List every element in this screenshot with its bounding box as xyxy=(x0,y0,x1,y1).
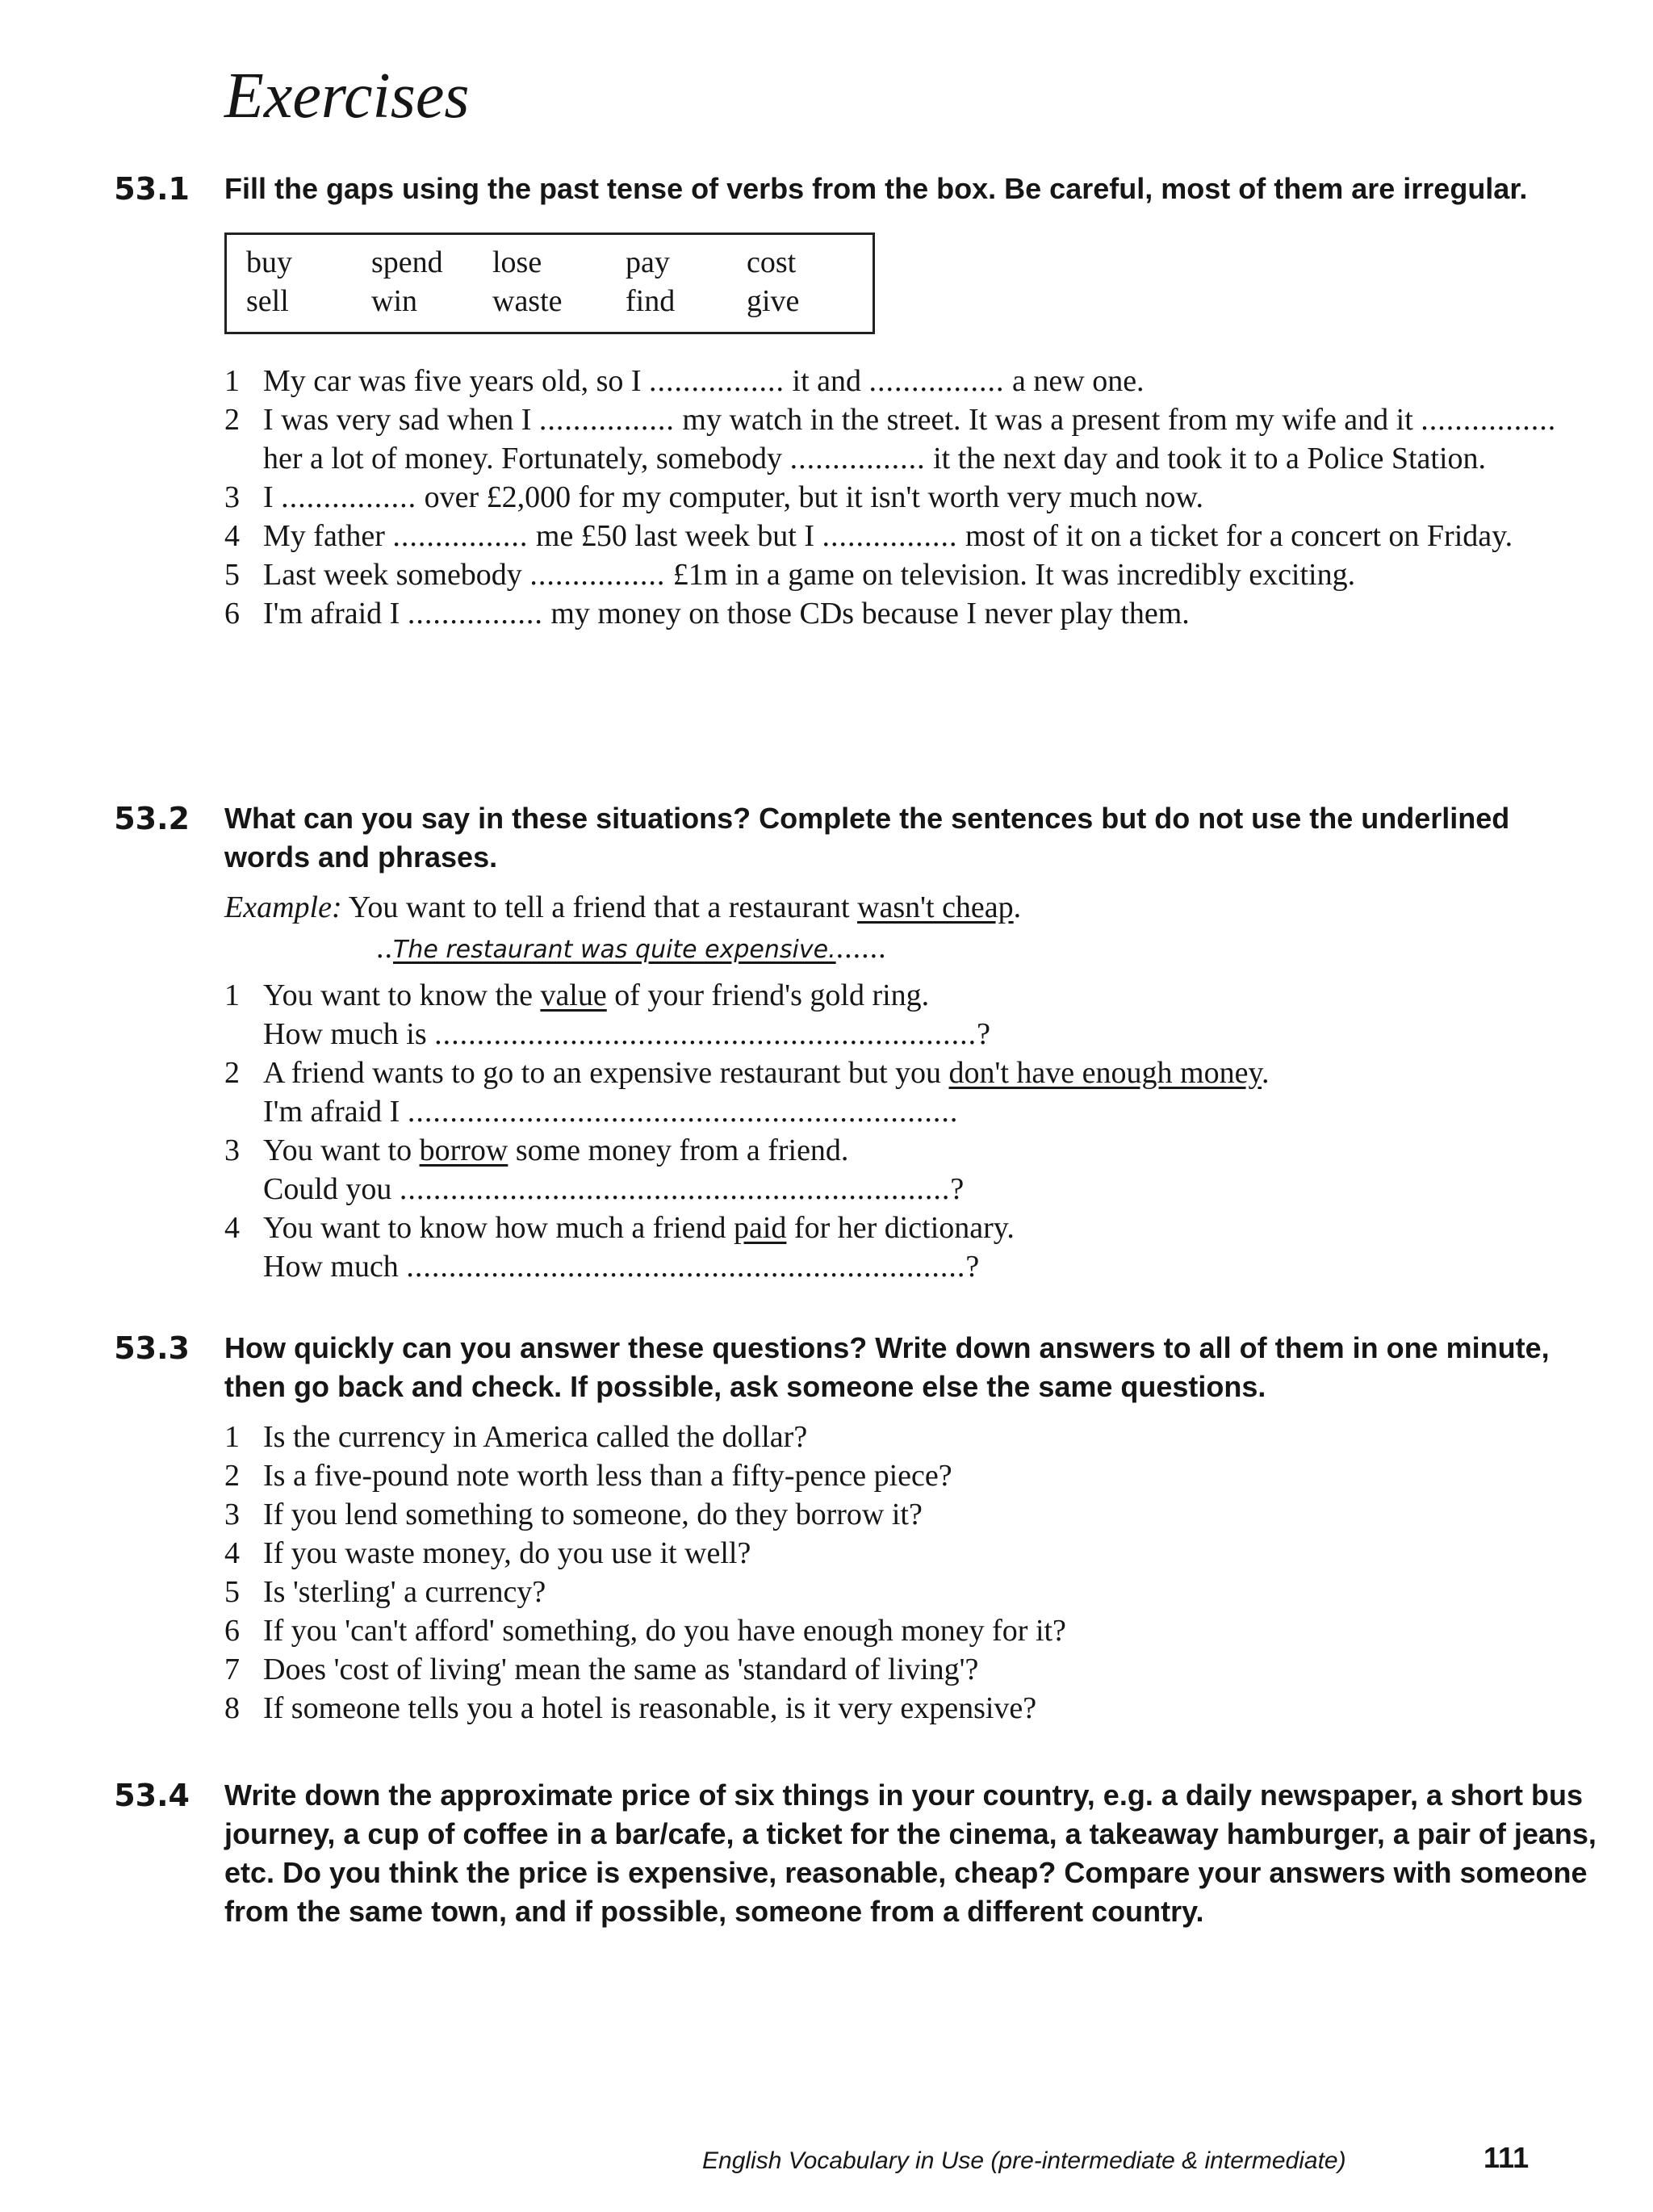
item-number: 4 xyxy=(224,1211,240,1245)
list-item xyxy=(224,1573,1597,1611)
list-item xyxy=(224,1534,1597,1573)
example-text: You want to tell a friend that a restaurant xyxy=(348,890,858,924)
item-text: it and xyxy=(785,364,869,398)
answer-blank[interactable]: ................ xyxy=(868,364,1005,398)
item-number: 5 xyxy=(224,1575,240,1609)
item-text: I'm afraid I xyxy=(263,597,408,631)
underlined-phrase: paid xyxy=(733,1211,787,1245)
sentence-start: How much is xyxy=(263,1017,435,1051)
exercise-53-4 xyxy=(224,1776,1597,1931)
item-text: If you 'can't afford' something, do you have enough money for it? xyxy=(263,1614,1066,1648)
verb-word: sell xyxy=(246,284,289,318)
list-item xyxy=(224,1054,1597,1131)
item-text: a new one. xyxy=(1004,364,1145,398)
example xyxy=(224,888,1597,971)
list-item xyxy=(224,1131,1597,1209)
item-text: Is the currency in America called the dollar? xyxy=(263,1420,808,1454)
item-number: 1 xyxy=(224,364,240,398)
item-text: You want to xyxy=(263,1133,420,1167)
exercise-53-1 xyxy=(224,170,1597,633)
list-item xyxy=(224,1689,1597,1728)
answer-dots: .. xyxy=(376,931,393,965)
item-number: 6 xyxy=(224,1614,240,1648)
sentence-start: I'm afraid I xyxy=(263,1095,408,1129)
answer-blank[interactable]: ................................................................. xyxy=(399,1172,951,1206)
list-item xyxy=(224,400,1597,478)
answer-blank[interactable]: .................................................................. xyxy=(406,1250,966,1284)
exercise-53-2 xyxy=(224,799,1597,1286)
verb-box xyxy=(224,233,875,334)
item-number: 3 xyxy=(224,480,240,514)
gap-fill-list xyxy=(224,362,1597,633)
page-title: Exercises xyxy=(224,61,470,132)
item-text: . xyxy=(949,1095,958,1129)
list-item xyxy=(224,1209,1597,1286)
verb-word: buy xyxy=(246,245,292,279)
item-text: If you waste money, do you use it well? xyxy=(263,1536,751,1570)
list-item xyxy=(224,555,1597,594)
item-number: 1 xyxy=(224,978,240,1012)
answer-blank[interactable]: ................ xyxy=(1421,403,1557,437)
item-number: 5 xyxy=(224,558,240,592)
exercise-instruction: Write down the approximate price of six things in your country, e.g. a daily newspaper, a short bus journey, a cup of coffee in a bar/cafe, a ticket for the cinema, a takeaway hamburger, a pair of jeans, etc. Do you think the price is expensive, reasonable, cheap? Compare your answers with someone from the same town, and if possible, someone from a different country. xyxy=(224,1778,1597,1928)
list-item xyxy=(224,1650,1597,1689)
item-text: me £50 last week but I xyxy=(528,519,822,553)
item-text: If someone tells you a hotel is reasonable, is it very expensive? xyxy=(263,1691,1037,1725)
item-text: her a lot of money. Fortunately, somebody xyxy=(263,442,790,475)
item-text: ? xyxy=(977,1017,991,1051)
item-text: over £2,000 for my computer, but it isn't worth very much now. xyxy=(416,480,1204,514)
item-text: it the next day and took it to a Police Station. xyxy=(925,442,1487,475)
list-item xyxy=(224,1611,1597,1650)
answer-blank[interactable]: ................ xyxy=(407,597,543,631)
answer-blank[interactable]: ................ xyxy=(822,519,958,553)
page-number: 111 xyxy=(1484,2141,1530,2174)
item-number: 2 xyxy=(224,1459,240,1493)
list-item xyxy=(224,517,1597,555)
example-label: Example: xyxy=(224,890,342,924)
item-text: for her dictionary. xyxy=(786,1211,1015,1245)
item-text: some money from a friend. xyxy=(508,1133,849,1167)
answer-blank[interactable]: ................................................................ xyxy=(434,1017,977,1051)
exercise-instruction: What can you say in these situations? Complete the sentences but do not use the underlined words and phrases. xyxy=(224,802,1510,873)
exercise-53-3 xyxy=(224,1329,1597,1728)
item-text: £1m in a game on television. It was incredibly exciting. xyxy=(665,558,1356,592)
list-item xyxy=(224,594,1597,633)
item-number: 2 xyxy=(224,403,240,437)
exercise-instruction: Fill the gaps using the past tense of verbs from the box. Be careful, most of them are irregular. xyxy=(224,172,1528,205)
item-number: 2 xyxy=(224,1056,240,1090)
item-number: 1 xyxy=(224,1420,240,1454)
item-text: Does 'cost of living' mean the same as 'standard of living'? xyxy=(263,1653,979,1686)
answer-blank[interactable]: ................................................................ xyxy=(407,1095,950,1129)
item-text: Is a five-pound note worth less than a fifty-pence piece? xyxy=(263,1459,952,1493)
answer-blank[interactable]: ................ xyxy=(789,442,926,475)
example-text: . xyxy=(1013,890,1022,924)
item-text: Is 'sterling' a currency? xyxy=(263,1575,546,1609)
verb-word: pay xyxy=(626,245,670,279)
verb-word: cost xyxy=(747,245,797,279)
item-number: 4 xyxy=(224,1536,240,1570)
exercise-number: 53.4 xyxy=(114,1778,190,1813)
item-text: If you lend something to someone, do they borrow it? xyxy=(263,1498,923,1531)
verb-word: spend xyxy=(371,245,443,279)
answer-dots: ...... xyxy=(835,931,887,965)
item-number: 8 xyxy=(224,1691,240,1725)
item-text: I was very sad when I xyxy=(263,403,539,437)
item-text: my watch in the street. It was a present from my wife and it xyxy=(674,403,1421,437)
item-number: 4 xyxy=(224,519,240,553)
underlined-phrase: value xyxy=(540,978,607,1012)
item-number: 3 xyxy=(224,1133,240,1167)
item-text: Last week somebody xyxy=(263,558,530,592)
answer-blank[interactable]: ................ xyxy=(281,480,417,514)
item-number: 3 xyxy=(224,1498,240,1531)
item-text: You want to know the xyxy=(263,978,541,1012)
answer-blank[interactable]: ................ xyxy=(529,558,666,592)
list-item xyxy=(224,478,1597,517)
item-text: My car was five years old, so I xyxy=(263,364,650,398)
list-item xyxy=(224,1456,1597,1495)
sentence-start: Could you xyxy=(263,1172,400,1206)
item-text: of your friend's gold ring. xyxy=(606,978,930,1012)
verb-word: win xyxy=(371,284,417,318)
item-text: A friend wants to go to an expensive restaurant but you xyxy=(263,1056,949,1090)
item-text: most of it on a ticket for a concert on Friday. xyxy=(957,519,1513,553)
item-text: ? xyxy=(950,1172,965,1206)
verb-word: waste xyxy=(492,284,563,318)
list-item xyxy=(224,1418,1597,1456)
exercise-number: 53.1 xyxy=(114,171,190,207)
item-text: I xyxy=(263,480,282,514)
item-text: . xyxy=(1262,1056,1270,1090)
list-item xyxy=(224,1495,1597,1534)
exercise-number: 53.3 xyxy=(114,1330,190,1366)
situation-list xyxy=(224,976,1597,1286)
underlined-phrase: don't have enough money xyxy=(948,1056,1262,1090)
item-text: ? xyxy=(965,1250,980,1284)
underlined-phrase: wasn't cheap xyxy=(857,890,1014,924)
verb-word: find xyxy=(626,284,676,318)
answer-blank[interactable]: ................ xyxy=(649,364,785,398)
exercise-instruction: How quickly can you answer these questions? Write down answers to all of them in one minute, then go back and check. If possible, ask someone else the same questions. xyxy=(224,1331,1550,1403)
sentence-start: How much xyxy=(263,1250,407,1284)
verb-word: lose xyxy=(492,245,542,279)
list-item xyxy=(224,976,1597,1054)
verb-word: give xyxy=(747,284,800,318)
item-text: my money on those CDs because I never play them. xyxy=(542,597,1190,631)
exercise-number: 53.2 xyxy=(114,801,190,836)
question-list xyxy=(224,1418,1597,1728)
item-number: 6 xyxy=(224,597,240,631)
list-item xyxy=(224,362,1597,400)
answer-blank[interactable]: ................ xyxy=(392,519,529,553)
answer-blank[interactable]: ................ xyxy=(538,403,675,437)
item-text: You want to know how much a friend xyxy=(263,1211,734,1245)
handwritten-answer: The restaurant was quite expensive. xyxy=(393,936,836,964)
item-number: 7 xyxy=(224,1653,240,1686)
item-text: My father xyxy=(263,519,393,553)
book-title: English Vocabulary in Use (pre-intermediate & intermediate) xyxy=(702,2147,1346,2174)
underlined-phrase: borrow xyxy=(419,1133,508,1167)
